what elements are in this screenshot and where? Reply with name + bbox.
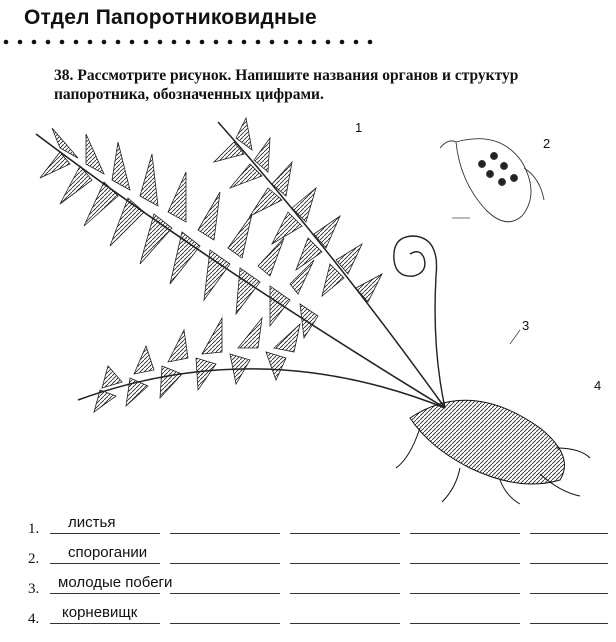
answer-row-3 <box>28 568 608 597</box>
answer-row-1 <box>28 508 608 537</box>
figure-label-3: 3 <box>522 318 530 333</box>
section-title: Отдел Папоротниковидные <box>24 6 317 29</box>
answer-input-1[interactable]: листья <box>68 514 116 531</box>
task-text: Рассмотрите рисунок. Напишите названия органов и структур папоротника, обозначенных цифрами. <box>54 67 519 103</box>
answer-input-4[interactable]: корневищк <box>62 604 138 621</box>
answer-input-3[interactable]: молодые побеги <box>58 574 173 591</box>
answer-input-2[interactable]: спорогании <box>68 544 148 561</box>
answer-line <box>50 533 608 534</box>
answer-number: 3. <box>28 581 40 597</box>
answer-line <box>50 593 608 594</box>
answer-line <box>50 563 608 564</box>
answer-row-4 <box>28 598 608 627</box>
frond-upper-right <box>214 118 445 408</box>
rhizome-roots <box>396 400 590 504</box>
answer-row-2 <box>28 538 608 567</box>
fiddlehead <box>394 236 445 408</box>
task-number: 38. <box>54 67 74 84</box>
answer-number: 2. <box>28 551 40 567</box>
sporangia-detail <box>440 139 544 222</box>
task-prompt <box>54 66 602 104</box>
answer-line <box>50 623 608 624</box>
figure-label-4: 4 <box>594 378 602 393</box>
answer-number: 1. <box>28 521 40 537</box>
fern-illustration <box>0 108 616 508</box>
answer-number: 4. <box>28 611 40 627</box>
figure-label-1: 1 <box>355 120 363 135</box>
figure-label-2: 2 <box>543 136 551 151</box>
dotted-divider <box>2 38 374 46</box>
